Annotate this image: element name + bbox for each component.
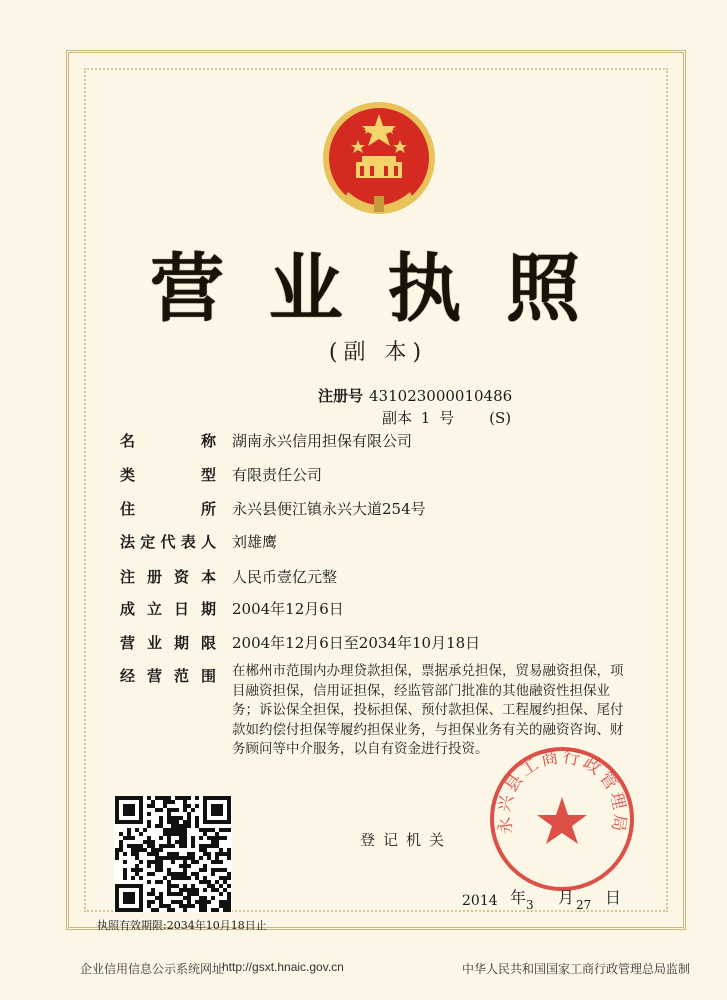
- capital-value: 人民币壹亿元整: [232, 568, 338, 586]
- issue-year-char: 年: [510, 888, 527, 907]
- registration-number: [318, 385, 512, 406]
- title-char: 执: [387, 246, 462, 332]
- legal-rep-label: 法 定 代 表 人: [120, 533, 216, 551]
- title-char: 照: [505, 246, 580, 332]
- official-seal: [488, 745, 636, 893]
- type-label: 类 型: [120, 466, 216, 484]
- name-value: 湖南永兴信用担保有限公司: [232, 432, 413, 450]
- issue-day: 27: [576, 898, 592, 912]
- address-value: 永兴县便江镇永兴大道254号: [232, 500, 426, 518]
- issue-year: 2014: [462, 893, 498, 909]
- copy-number: 副本 1 号 (S): [382, 409, 512, 427]
- document-title: [150, 238, 580, 332]
- registration-authority: 登记机关: [360, 831, 453, 849]
- seal-text: 永兴县工商行政管理局: [494, 747, 630, 836]
- issue-day-char: 日: [605, 888, 622, 907]
- document-subtitle: (副 本): [328, 340, 428, 365]
- title-char: 营: [150, 246, 224, 332]
- qr-code: [114, 796, 232, 912]
- validity-period: 执照有效期限:2034年10月18日止: [97, 919, 267, 932]
- title-char: 业: [268, 246, 343, 332]
- established-value: 2004年12月6日: [232, 600, 344, 618]
- footer-site-label: 企业信用信息公示系统网址: [80, 962, 225, 976]
- issue-month: 3: [526, 898, 534, 912]
- registration-label: 注册号: [318, 387, 364, 405]
- national-emblem-icon: [318, 96, 440, 224]
- capital-label: 注 册 资 本: [120, 568, 216, 586]
- issue-month-char: 月: [558, 888, 575, 907]
- footer-issuer: 中华人民共和国国家工商行政管理总局监制: [462, 962, 691, 976]
- term-label: 营 业 期 限: [120, 634, 216, 652]
- address-label: 住 所: [120, 500, 216, 518]
- term-value: 2004年12月6日至2034年10月18日: [232, 634, 481, 652]
- scope-label: 经 营 范 围: [120, 667, 216, 685]
- name-label: 名 称: [120, 432, 216, 450]
- established-label: 成 立 日 期: [120, 600, 216, 618]
- footer-url[interactable]: http://gsxt.hnaic.gov.cn: [222, 960, 344, 974]
- legal-rep-value: 刘雄鹰: [232, 533, 278, 551]
- registration-value: 431023000010486: [369, 387, 513, 405]
- scope-value: 在郴州市范围内办理贷款担保，票据承兑担保，贸易融资担保，项目融资担保，信用证担保，经监管部门批准的其他融资性担保业务；诉讼保全担保，投标担保、预付款担保、工程履约担保、尾付款如约偿付担保等履约担保业务，与担保业务有关的融资咨询、财务顾问等中介服务，以自有资金进行投资。: [232, 663, 624, 757]
- type-value: 有限责任公司: [232, 466, 323, 484]
